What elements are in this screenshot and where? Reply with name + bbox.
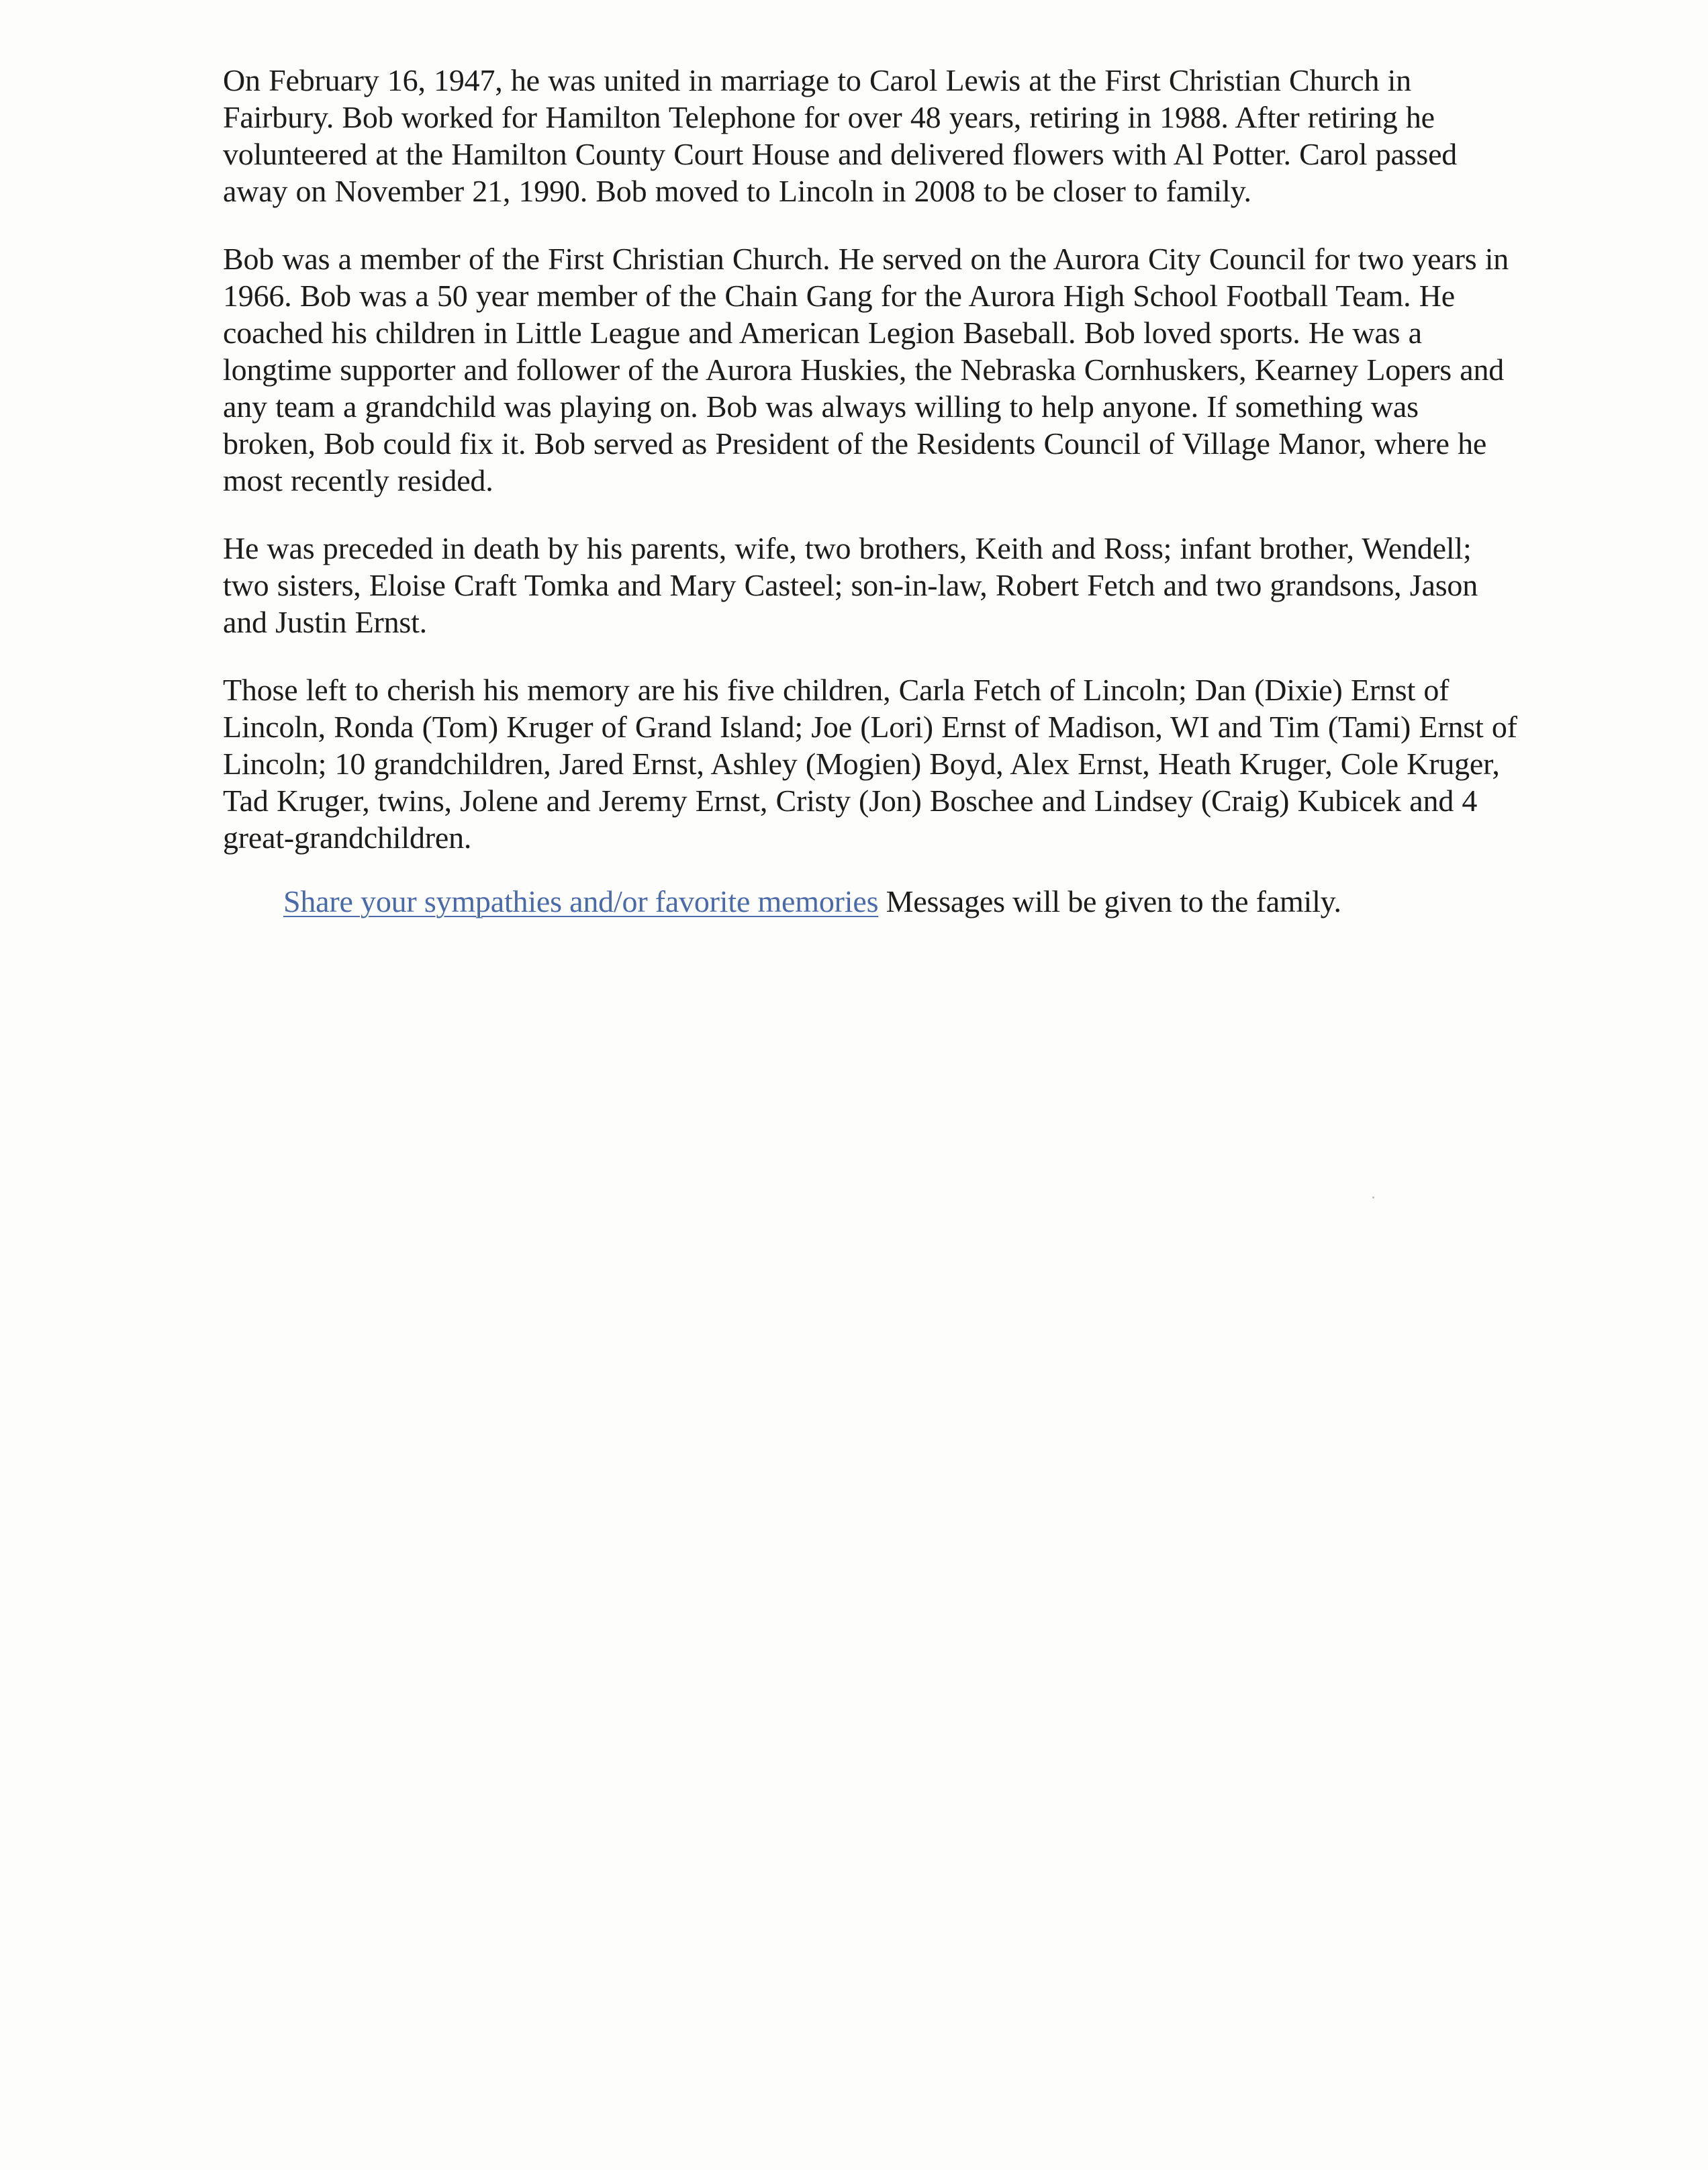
share-memories-line (223, 883, 1519, 920)
scan-speck (1372, 1196, 1374, 1198)
share-sympathies-link[interactable]: Share your sympathies and/or favorite memories (283, 884, 879, 918)
paragraph-survivors: Those left to cherish his memory are his five children, Carla Fetch of Lincoln; Dan (Dixie) Ernst of Lincoln, Ronda (Tom) Kruger of Grand Island; Joe (Lori) Ernst of Madison, WI and Tim (Tami) Ernst of Lincoln; 10 grandchildren, Jared Ernst, Ashley (Mogien) Boyd, Alex Ernst, Heath Kruger, Cole Kruger, Tad Kruger, twins, Jolene and Jeremy Ernst, Cristy (Jon) Boschee and Lindsey (Craig) Kubicek and 4 great-grandchildren. (223, 673, 1517, 855)
paragraph-community-life: Bob was a member of the First Christian Church. He served on the Aurora City Council for two years in 1966. Bob was a 50 year member of the Chain Gang for the Aurora High School Football Team. He coached his children in Little League and American Legion Baseball. Bob loved sports. He was a longtime supporter and follower of the Aurora Huskies, the Nebraska Cornhuskers, Kearney Lopers and any team a grandchild was playing on. Bob was always willing to help anyone. If something was broken, Bob could fix it. Bob served as President of the Residents Council of Village Manor, where he most recently resided. (223, 242, 1509, 498)
paragraph-preceded-in-death: He was preceded in death by his parents, wife, two brothers, Keith and Ross; infant brother, Wendell; two sisters, Eloise Craft Tomka and Mary Casteel; son-in-law, Robert Fetch and two grandsons, Jason and Justin Ernst. (223, 531, 1478, 639)
share-note-text: Messages will be given to the family. (886, 884, 1341, 918)
obituary-text (223, 62, 1519, 920)
paragraph-marriage-career: On February 16, 1947, he was united in marriage to Carol Lewis at the First Christian Church in Fairbury. Bob worked for Hamilton Telephone for over 48 years, retiring in 1988. After retiring he volunteered at the Hamilton County Court House and delivered flowers with Al Potter. Carol passed away on November 21, 1990. Bob moved to Lincoln in 2008 to be closer to family. (223, 63, 1458, 208)
